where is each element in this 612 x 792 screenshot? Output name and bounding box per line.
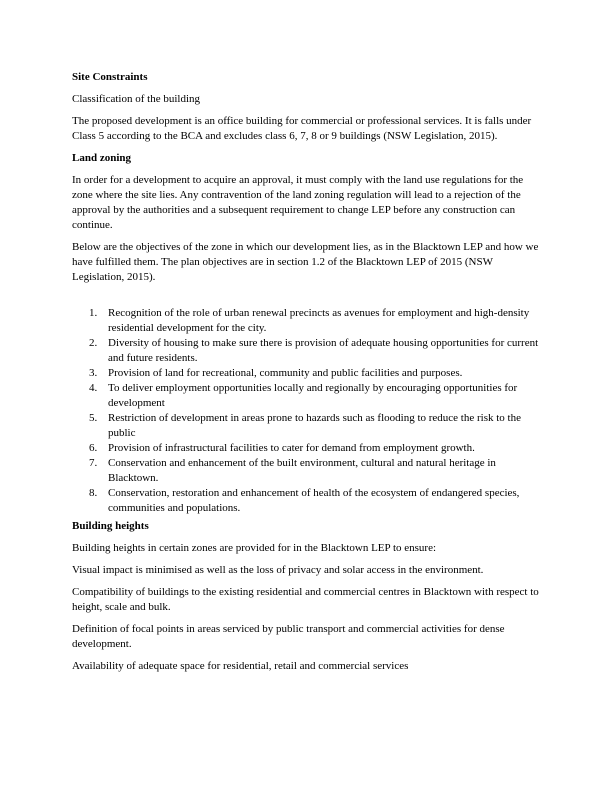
list-item-text: To deliver employment opportunities locally and regionally by encouraging opportunities for development	[108, 382, 518, 409]
list-item	[72, 456, 542, 486]
building-heights-point: Availability of adequate space for residential, retail and commercial services	[72, 660, 409, 672]
classification-label: Classification of the building	[72, 93, 201, 105]
list-item	[72, 336, 542, 366]
building-heights-point: Definition of focal points in areas serviced by public transport and commercial activities for dense development.	[72, 623, 505, 650]
list-item	[72, 441, 542, 456]
list-item	[72, 381, 542, 411]
list-item-number: 4.	[89, 382, 98, 394]
building-heights-heading: Building heights	[72, 520, 149, 532]
list-item-text: Restriction of development in areas prone to hazards such as flooding to reduce the risk to the public	[108, 412, 521, 439]
building-heights-point: Compatibility of buildings to the existing residential and commercial centres in Blacktown with respect to height, scale and bulk.	[72, 586, 539, 613]
list-item-text: Conservation and enhancement of the built environment, cultural and natural heritage in Blacktown.	[108, 457, 496, 484]
list-item-text: Diversity of housing to make sure there is provision of adequate housing opportunities for current and future residents.	[108, 337, 539, 364]
list-item-text: Recognition of the role of urban renewal precincts as avenues for employment and high-density residential development for the city.	[108, 307, 530, 334]
classification-paragraph: The proposed development is an office building for commercial or professional services. It is falls under Class 5 according to the BCA and excludes class 6, 7, 8 or 9 buildings (NSW Legislation, 2015).	[72, 115, 532, 142]
list-item	[72, 306, 542, 336]
land-zoning-paragraph: In order for a development to acquire an approval, it must comply with the land use regulations for the zone where the site lies. Any contravention of the land zoning regulation will lead to a rejection of the approval by the authorities and a subsequent requirement to change LEP before any construction can continue.	[72, 174, 524, 231]
objectives-intro-paragraph: Below are the objectives of the zone in which our development lies, as in the Blacktown LEP and how we have fulfilled them. The plan objectives are in section 1.2 of the Blacktown LEP of 2015 (NSW Legislation, 2015).	[72, 241, 539, 283]
objectives-list	[72, 306, 542, 516]
list-item-text: Provision of land for recreational, community and public facilities and purposes.	[108, 367, 463, 379]
list-item-number: 5.	[89, 412, 98, 424]
list-item-number: 2.	[89, 337, 98, 349]
list-item	[72, 366, 542, 381]
document-page	[72, 70, 542, 681]
list-item	[72, 411, 542, 441]
list-item-number: 7.	[89, 457, 98, 469]
list-item	[72, 486, 542, 516]
building-heights-point: Visual impact is minimised as well as the loss of privacy and solar access in the environment.	[72, 564, 484, 576]
list-item-number: 3.	[89, 367, 98, 379]
list-item-text: Provision of infrastructural facilities to cater for demand from employment growth.	[108, 442, 475, 454]
list-item-number: 8.	[89, 487, 98, 499]
site-constraints-heading: Site Constraints	[72, 71, 148, 83]
land-zoning-heading: Land zoning	[72, 152, 131, 164]
list-item-text: Conservation, restoration and enhancement of health of the ecosystem of endangered species, communities and populations.	[108, 487, 520, 514]
list-item-number: 6.	[89, 442, 98, 454]
list-item-number: 1.	[89, 307, 98, 319]
building-heights-intro: Building heights in certain zones are provided for in the Blacktown LEP to ensure:	[72, 542, 437, 554]
